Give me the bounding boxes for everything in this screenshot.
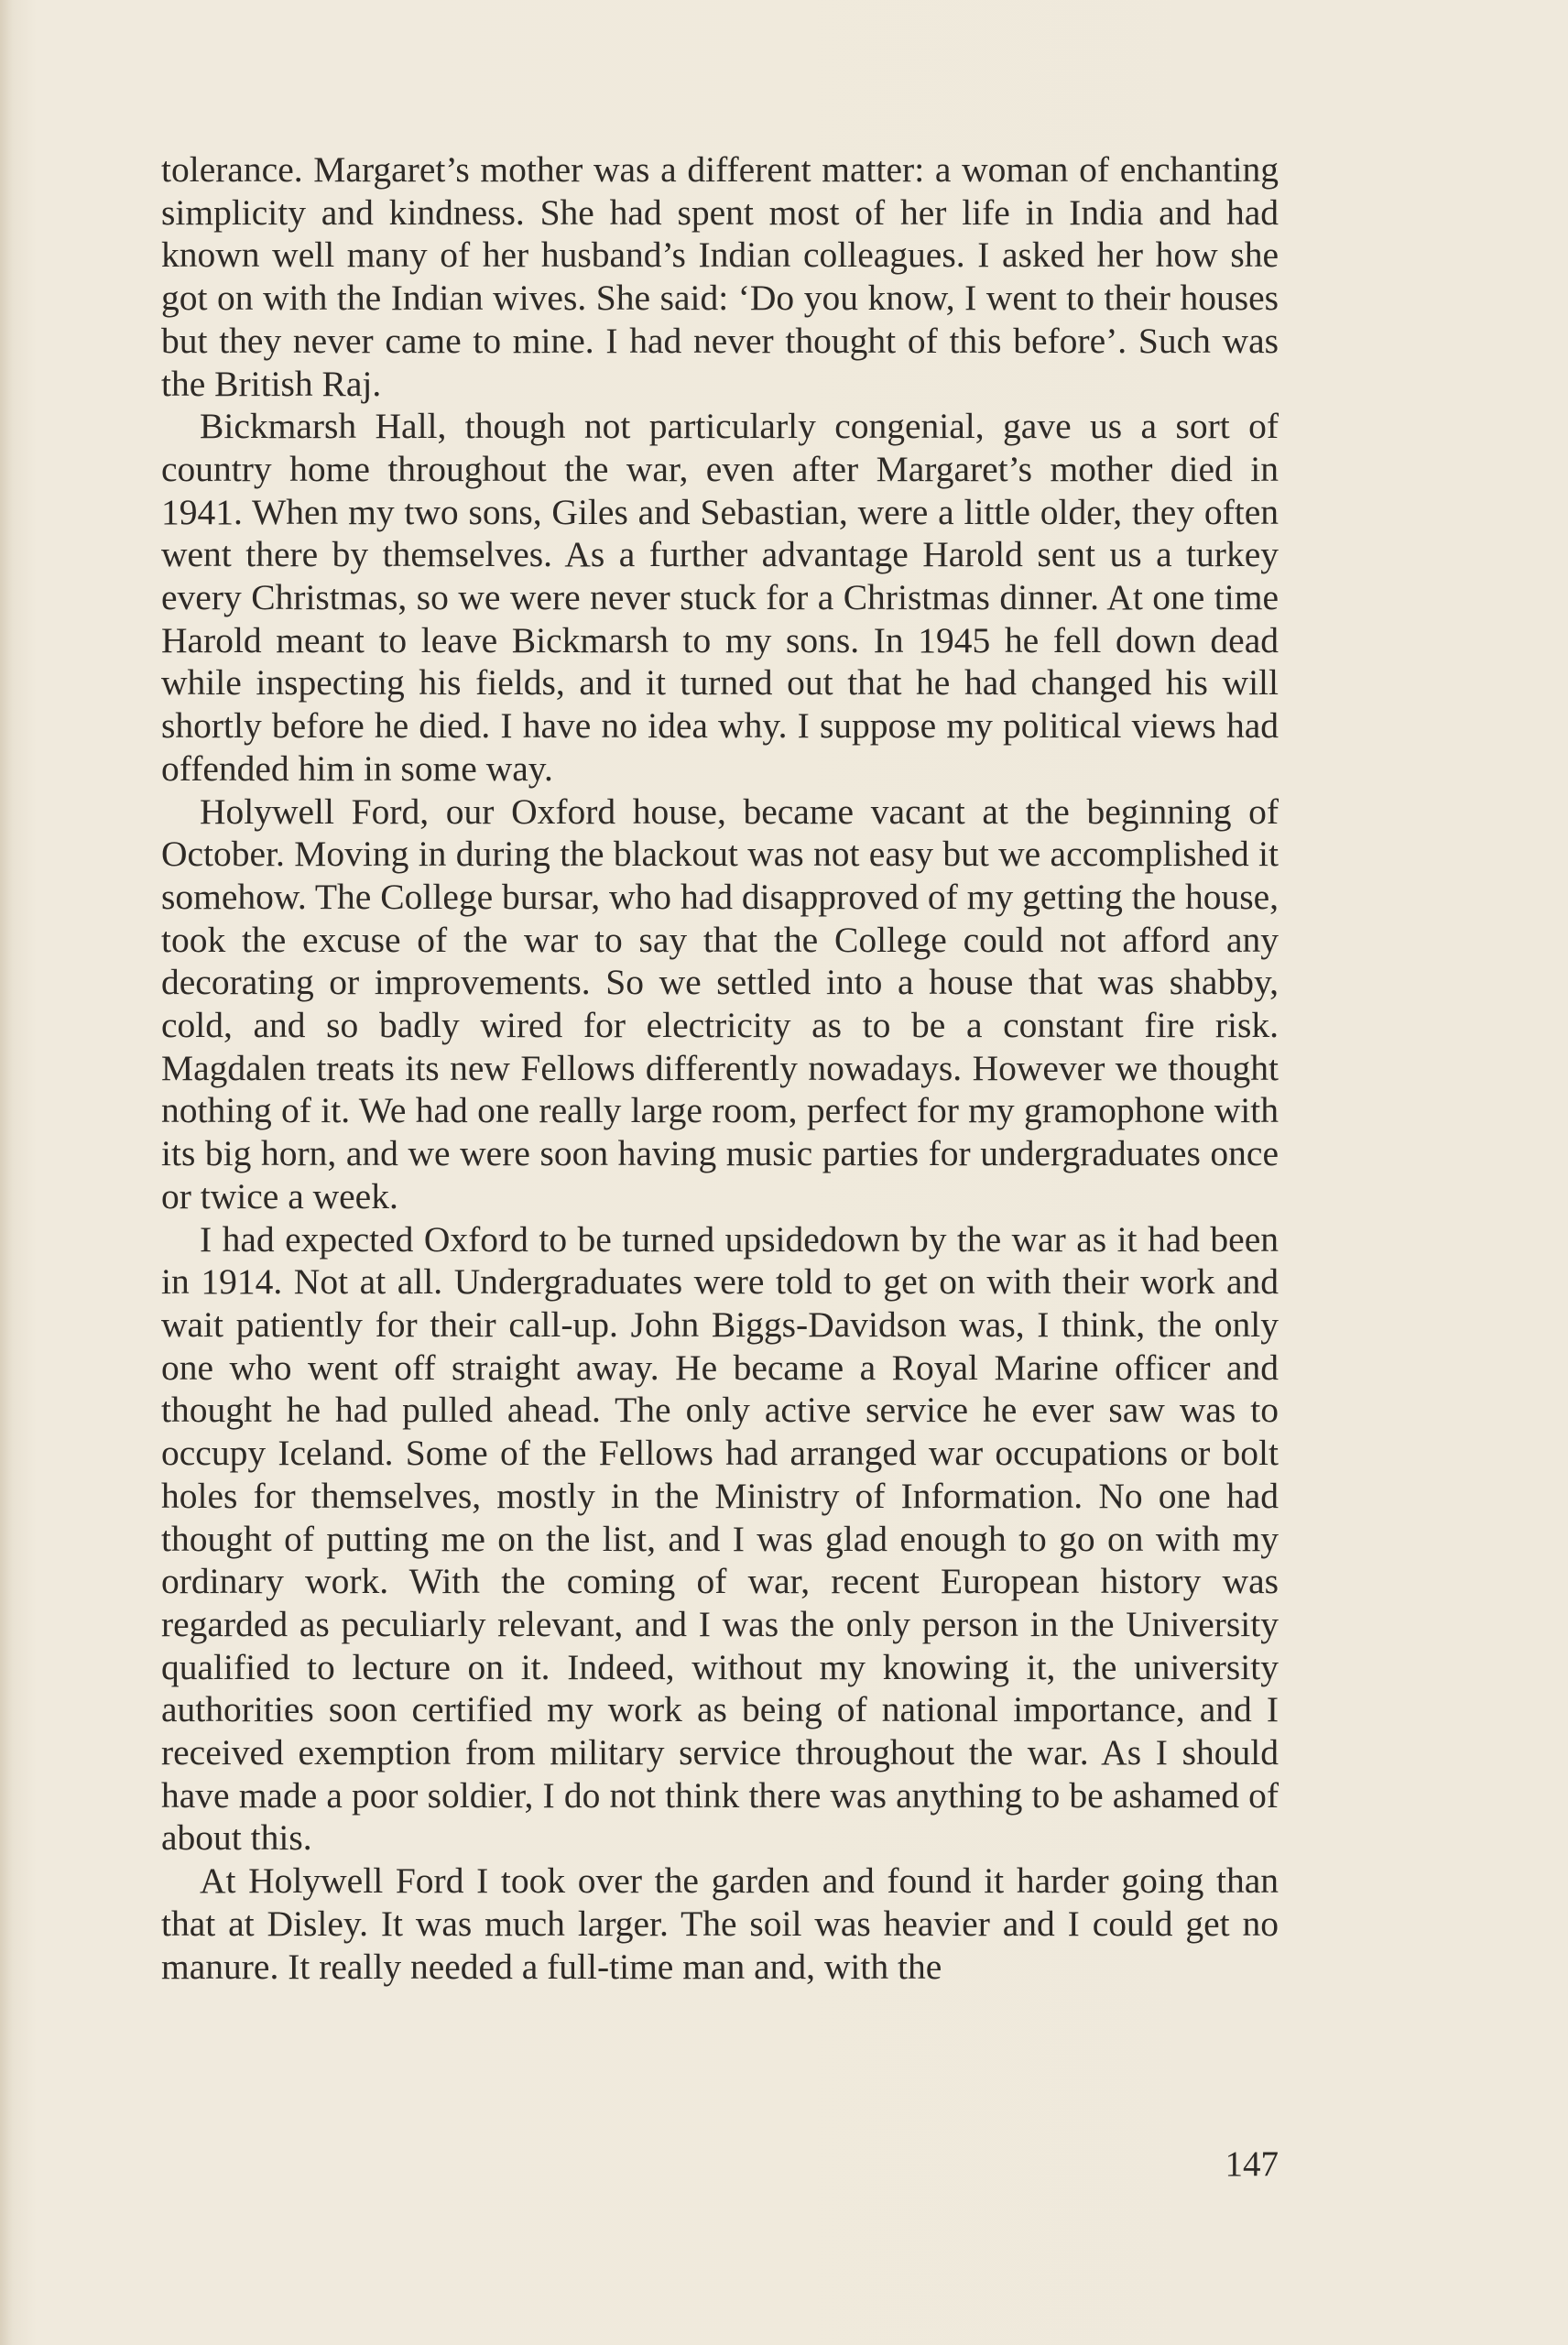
paragraph-5: At Holywell Ford I took over the garden and found it harder going than that at Disley. It was much larger. The soil was heavier and I could get no manure. It really needed a full-time man and, with the xyxy=(161,1860,1279,1987)
paragraph-4: I had expected Oxford to be turned upsidedown by the war as it had been in 1914. Not at all. Undergraduates were told to get on with their work and wait patiently for their call-up. John Biggs-Davidson was, I think, the only one who went off straight away. He became a Royal Marine officer and thought he had pulled ahead. The only active service he ever saw was to occupy Iceland. Some of the Fellows had arranged war occupations or bolt holes for themselves, mostly in the Ministry of Information. No one had thought of putting me on the list, and I was glad enough to go on with my ordinary work. With the coming of war, recent European history was regarded as peculiarly relevant, and I was the only person in the University qualified to lecture on it. Indeed, without my knowing it, the university authorities soon certified my work as being of national importance, and I received exemption from military service throughout the war. As I should have made a poor soldier, I do not think there was anything to be ashamed of about this. xyxy=(161,1218,1279,1859)
paragraph-3: Holywell Ford, our Oxford house, became vacant at the beginning of October. Moving in during the blackout was not easy but we accomplished it somehow. The College bursar, who had disapproved of my getting the house, took the excuse of the war to say that the College could not afford any decorating or improvements. So we settled into a house that was shabby, cold, and so badly wired for electricity as to be a constant fire risk. Magdalen treats its new Fellows differently nowadays. However we thought nothing of it. We had one really large room, perfect for my gramophone with its big horn, and we were soon having music parties for undergraduates once or twice a week. xyxy=(161,791,1279,1216)
page-number: 147 xyxy=(1225,2144,1279,2184)
body-text xyxy=(161,148,1279,1988)
paragraph-1: tolerance. Margaret’s mother was a different matter: a woman of enchanting simplicity and kindness. She had spent most of her life in India and had known well many of her husband’s Indian colleagues. I asked her how she got on with the Indian wives. She said: ‘Do you know, I went to their houses but they never came to mine. I had never thought of this before’. Such was the British Raj. xyxy=(161,149,1279,404)
paragraph-2: Bickmarsh Hall, though not particularly congenial, gave us a sort of country home throughout the war, even after Margaret’s mother died in 1941. When my two sons, Giles and Sebastian, were a little older, they often went there by themselves. As a further advantage Harold sent us a turkey every Christmas, so we were never stuck for a Christmas dinner. At one time Harold meant to leave Bickmarsh to my sons. In 1945 he fell down dead while inspecting his fields, and it turned out that he had changed his will shortly before he died. I have no idea why. I suppose my political views had offended him in some way. xyxy=(161,406,1279,789)
